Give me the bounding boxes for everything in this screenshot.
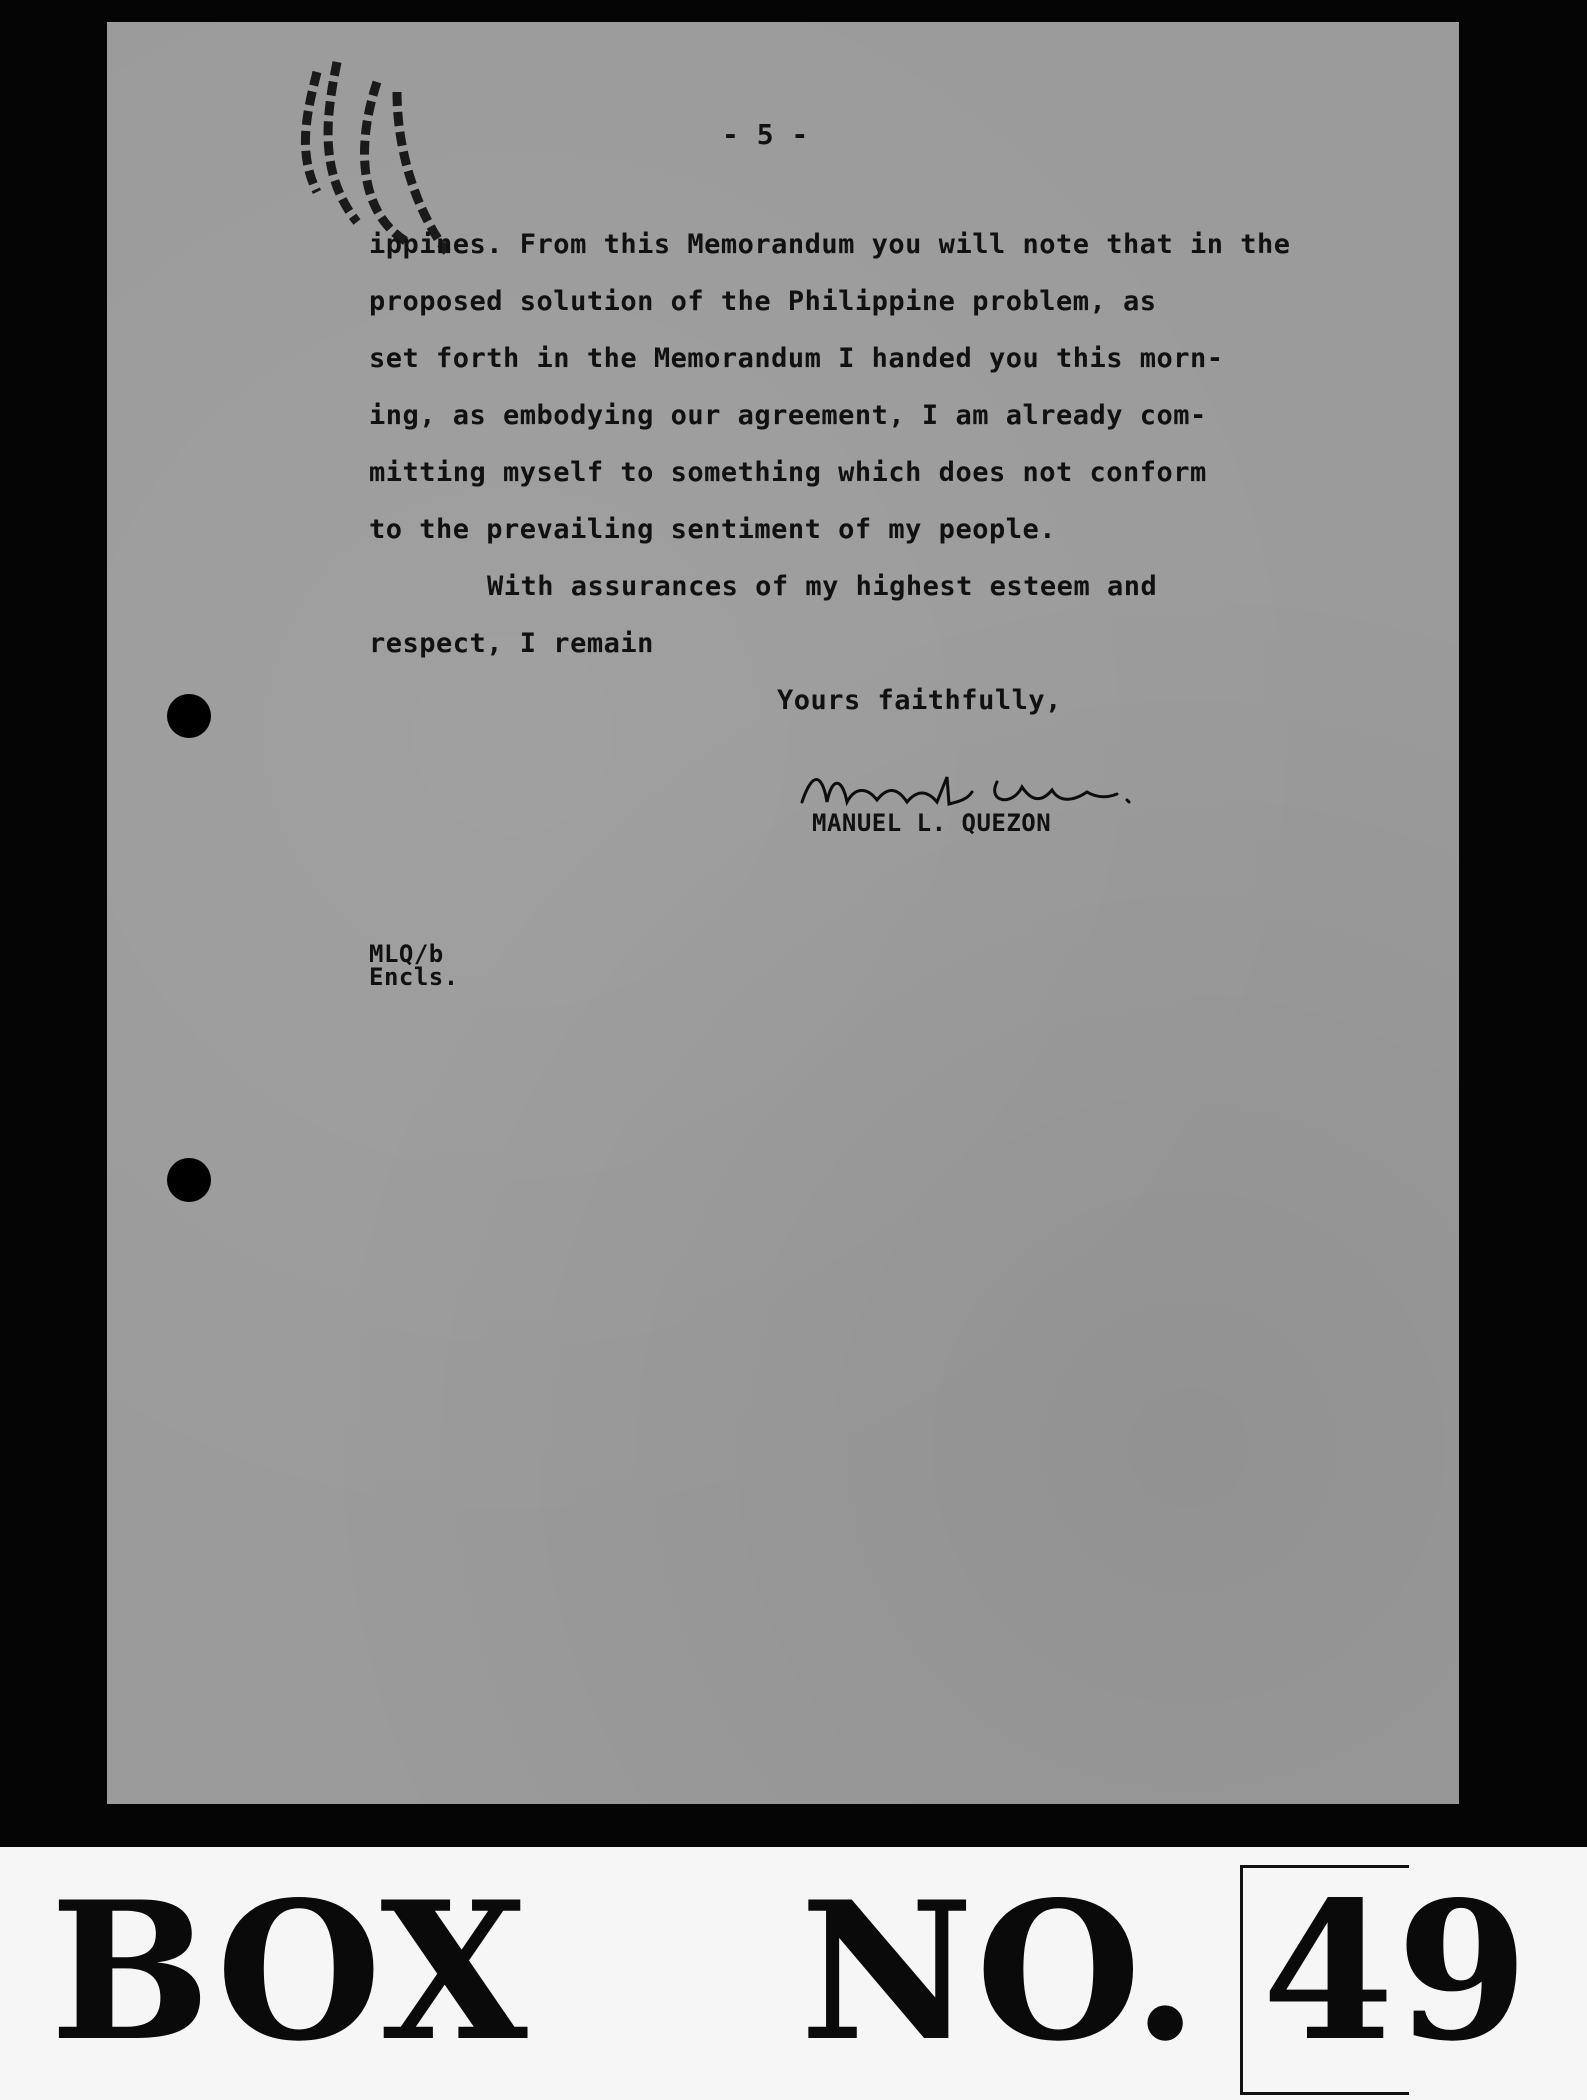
page-number: - 5 -: [722, 118, 809, 151]
document-page: [107, 22, 1459, 1804]
closing-line: Yours faithfully,: [777, 685, 1062, 716]
punch-hole-top: [167, 694, 211, 738]
body-line-2: proposed solution of the Philippine problem, as: [369, 286, 1157, 317]
box-label: BOX: [50, 1860, 530, 2083]
body-line-3: set forth in the Memorandum I handed you this morn-: [369, 343, 1224, 374]
box-label-banner: [0, 1847, 1587, 2100]
box-number: 49: [1262, 1860, 1531, 2083]
body-line-7: With assurances of my highest esteem and: [487, 571, 1158, 602]
body-line-1: ippines. From this Memorandum you will note that in the: [369, 229, 1291, 260]
initials: MLQ/b: [369, 940, 444, 968]
number-label: NO.: [800, 1860, 1201, 2083]
enclosure-note: Encls.: [369, 963, 459, 991]
body-line-5: mitting myself to something which does not conform: [369, 457, 1207, 488]
body-line-4: ing, as embodying our agreement, I am already com-: [369, 400, 1207, 431]
body-line-6: to the prevailing sentiment of my people.: [369, 514, 1056, 545]
body-line-8: respect, I remain: [369, 628, 654, 659]
punch-hole-bottom: [167, 1158, 211, 1202]
signer-name: MANUEL L. QUEZON: [812, 809, 1052, 837]
